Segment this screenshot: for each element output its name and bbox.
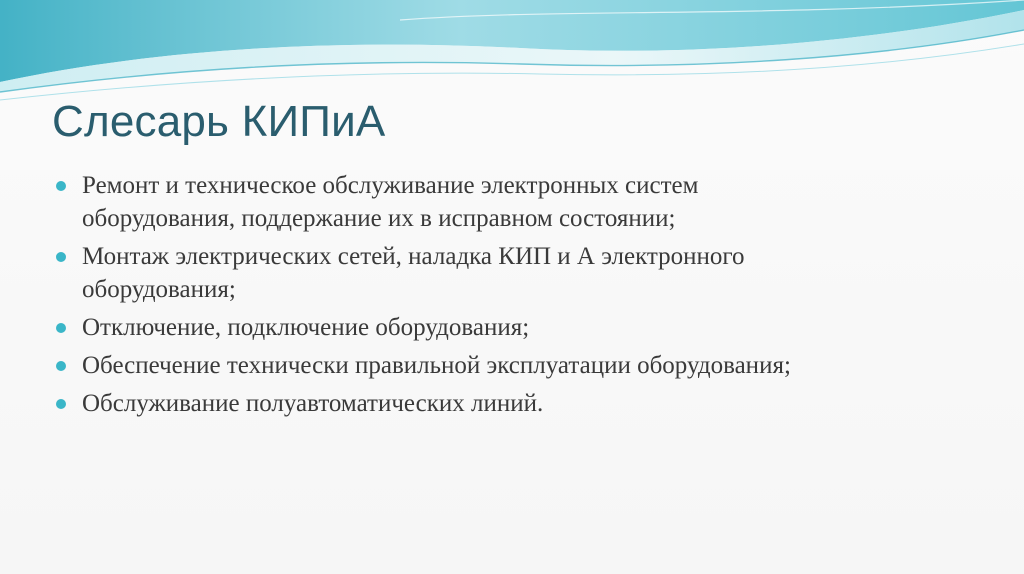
bullet-dot-icon xyxy=(56,361,66,371)
bullet-text-line: Отключение, подключение оборудования; xyxy=(82,314,530,341)
bullet-item xyxy=(56,169,956,235)
bullet-dot-icon xyxy=(56,181,66,191)
bullet-text-line: Монтаж электрических сетей, наладка КИП и А электронного xyxy=(82,243,745,270)
bullet-text-line: Обеспечение технически правильной эксплуатации оборудования; xyxy=(82,352,791,379)
bullet-item xyxy=(56,311,956,344)
bullet-dot-icon xyxy=(56,252,66,262)
bullet-text-line: Ремонт и техническое обслуживание электронных систем xyxy=(82,172,699,199)
bullet-item xyxy=(56,349,956,382)
bullet-dot-icon xyxy=(56,323,66,333)
slide-title: Слесарь КИПиА xyxy=(52,97,386,146)
bullet-item xyxy=(56,240,956,306)
bullet-item xyxy=(56,387,956,420)
bullet-dot-icon xyxy=(56,399,66,409)
bullet-text-line: Обслуживание полуавтоматических линий. xyxy=(82,390,544,417)
bullet-text-line: оборудования, поддержание их в исправном состоянии; xyxy=(82,205,676,232)
header-wave-decoration xyxy=(0,0,1024,110)
bullet-list xyxy=(56,169,956,425)
bullet-text-line: оборудования; xyxy=(82,276,236,303)
